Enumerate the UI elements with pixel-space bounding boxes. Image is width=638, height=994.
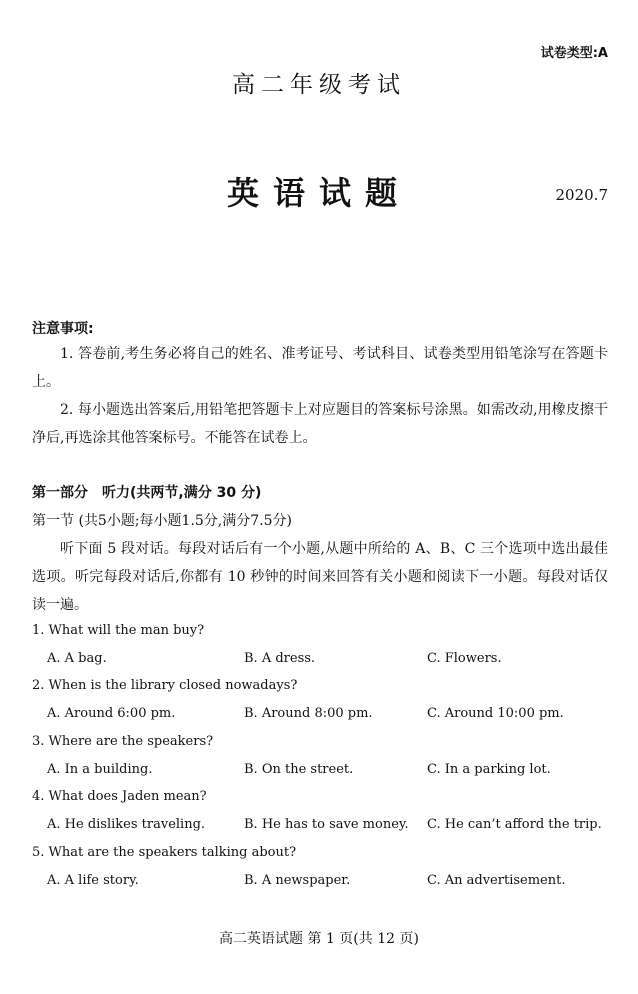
option-b: B. A newspaper. — [244, 873, 351, 888]
option-c: C. An advertisement. — [427, 873, 566, 888]
section-instructions: 听下面 5 段对话。每段对话后有一个小题,从题中所给的 A、B、C 三个选项中选出最佳选项。听完每段对话后,你都有 10 秒钟的时间来回答有关小题和阅读下一小题。每段对话仅读一遍。 — [32, 541, 608, 613]
option-a: A. Around 6:00 pm. — [47, 706, 176, 721]
paper-type-label: 试卷类型:A — [540, 46, 608, 61]
subject-title: 英语试题 — [226, 174, 411, 212]
option-b: B. On the street. — [244, 762, 354, 777]
option-b: B. A dress. — [244, 651, 316, 666]
question-stem: 5. What are the speakers talking about? — [32, 845, 297, 860]
option-b: B. Around 8:00 pm. — [244, 706, 373, 721]
option-c: C. He can’t afford the trip. — [427, 817, 602, 832]
option-a: A. A bag. — [47, 651, 107, 666]
option-c: C. In a parking lot. — [427, 762, 551, 777]
note-item: 2. 每小题选出答案后,用铅笔把答题卡上对应题目的答案标号涂黑。如需改动,用橡皮擦干净后,再选涂其他答案标号。不能答在试卷上。 — [32, 402, 608, 446]
part-heading: 第一部分 听力(共两节,满分 30 分) — [32, 485, 262, 501]
option-a: A. A life story. — [47, 873, 139, 888]
note-item: 1. 答卷前,考生务必将自己的姓名、准考证号、考试科目、试卷类型用铅笔涂写在答题卡上。 — [32, 346, 608, 390]
question-stem: 2. When is the library closed nowadays? — [32, 678, 298, 693]
exam-date: 2020.7 — [555, 186, 608, 204]
exam-title: 高二年级考试 — [232, 72, 406, 98]
notes-heading: 注意事项: — [32, 321, 94, 337]
page-footer: 高二英语试题 第 1 页(共 12 页) — [219, 931, 419, 947]
option-a: A. In a building. — [47, 762, 153, 777]
question-stem: 4. What does Jaden mean? — [32, 789, 207, 804]
option-b: B. He has to save money. — [244, 817, 409, 832]
option-c: C. Around 10:00 pm. — [427, 706, 564, 721]
question-stem: 1. What will the man buy? — [32, 623, 205, 638]
section-heading: 第一节 (共5小题;每小题1.5分,满分7.5分) — [32, 513, 292, 529]
option-c: C. Flowers. — [427, 651, 502, 666]
question-stem: 3. Where are the speakers? — [32, 734, 214, 749]
option-a: A. He dislikes traveling. — [47, 817, 206, 832]
